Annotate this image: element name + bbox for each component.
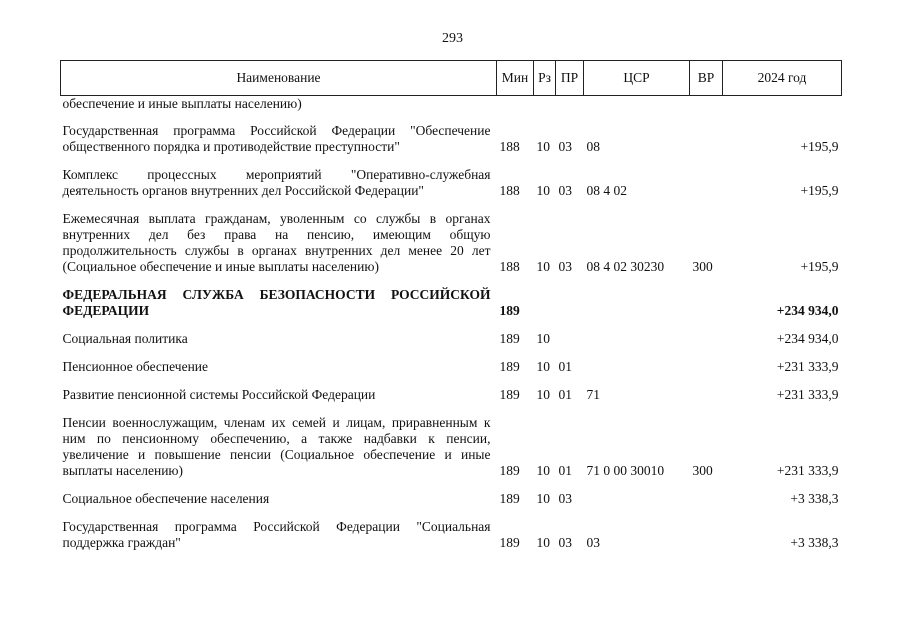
row-rz: 10 [536,535,550,550]
row-csr [584,331,690,347]
table-row [61,359,842,375]
row-amount: +234 934,0 [776,303,839,318]
page-number: 293 [442,31,463,46]
table-row [61,123,842,155]
row-amount: +234 934,0 [776,331,839,346]
row-pr: 03 [558,259,572,274]
row-vr: 300 [692,463,713,478]
row-csr: 71 [586,387,600,402]
table-row [61,415,842,479]
row-rz: 10 [536,331,550,346]
table-row [61,211,842,275]
header-csr: ЦСР [584,61,690,96]
row-amount: +195,9 [800,183,839,198]
row-name: Государственная программа Российской Федерации "Обеспечение общественного порядка и противодействие преступности" [62,123,491,154]
row-pr: 01 [558,463,572,478]
row-name: Социальная политика [62,331,188,346]
row-rz: 10 [536,259,550,274]
row-rz: 10 [536,387,550,402]
row-csr [584,359,690,375]
row-csr [584,287,690,319]
row-pr: 03 [558,183,572,198]
row-name: Комплекс процессных мероприятий "Оперативно-служебная деятельность органов внутренних дел Российской Федерации" [62,167,491,198]
row-pr [556,287,584,319]
row-min: 189 [499,359,520,374]
row-min: 189 [499,387,520,402]
row-vr [690,359,723,375]
row-pr: 03 [558,139,572,154]
table-row [61,519,842,551]
row-amount: +195,9 [800,259,839,274]
row-min: 189 [499,303,520,318]
budget-table [60,60,842,551]
row-pr [556,331,584,347]
row-vr: 300 [692,259,713,274]
row-name: Государственная программа Российской Федерации "Социальная поддержка граждан" [62,519,491,550]
row-csr: 08 4 02 30230 [586,259,665,274]
row-rz: 10 [536,139,550,154]
row-csr: 08 [586,139,600,154]
table-row [61,387,842,403]
row-amount: +231 333,9 [776,359,839,374]
row-vr [690,331,723,347]
row-name: Развитие пенсионной системы Российской Федерации [62,387,376,402]
row-rz [534,287,556,319]
row-amount: +3 338,3 [790,491,839,506]
row-vr [690,491,723,507]
header-name: Наименование [61,61,497,96]
table-row [61,491,842,507]
continuation-row [61,96,842,112]
row-min: 189 [499,331,520,346]
row-vr [690,123,723,155]
row-amount: +3 338,3 [790,535,839,550]
row-csr: 08 4 02 [586,183,627,198]
row-min: 189 [499,491,520,506]
table-header [61,61,842,96]
row-amount: +231 333,9 [776,387,839,402]
row-name: Ежемесячная выплата гражданам, уволенным со службы в органах внутренних дел без права на пенсию, имеющим общую продолжительность службы в органах внутренних дел менее 20 лет (Социальное обеспечение и иные выплаты населению) [62,211,491,274]
row-pr: 03 [558,491,572,506]
row-name: Пенсионное обеспечение [62,359,209,374]
header-rz: Рз [534,61,556,96]
row-amount: +231 333,9 [776,463,839,478]
row-min: 189 [499,463,520,478]
row-amount: +195,9 [800,139,839,154]
row-name: ФЕДЕРАЛЬНАЯ СЛУЖБА БЕЗОПАСНОСТИ РОССИЙСКОЙ ФЕДЕРАЦИИ [62,287,491,318]
table-row [61,331,842,347]
row-vr [690,167,723,199]
row-vr [690,287,723,319]
header-min: Мин [497,61,534,96]
row-name: Социальное обеспечение населения [62,491,270,506]
row-min: 189 [499,535,520,550]
header-vr: ВР [690,61,723,96]
row-pr: 01 [558,359,572,374]
row-vr [690,387,723,403]
row-min: 188 [499,139,520,154]
row-csr: 03 [586,535,600,550]
row-pr: 03 [558,535,572,550]
header-year: 2024 год [723,61,842,96]
row-csr [584,491,690,507]
row-min: 188 [499,259,520,274]
row-csr: 71 0 00 30010 [586,463,665,478]
row-rz: 10 [536,359,550,374]
continuation-text: обеспечение и иные выплаты населению) [62,96,302,111]
row-rz: 10 [536,491,550,506]
table-row [61,167,842,199]
table-row [61,287,842,319]
row-min: 188 [499,183,520,198]
row-vr [690,519,723,551]
row-pr: 01 [558,387,572,402]
header-pr: ПР [556,61,584,96]
row-rz: 10 [536,183,550,198]
row-name: Пенсии военнослужащим, членам их семей и лицам, приравненным к ним по пенсионному обеспечению, а также надбавки к пенсии, увеличение и повышение пенсии (Социальное обеспечение и иные выплаты населению) [62,415,491,478]
row-rz: 10 [536,463,550,478]
